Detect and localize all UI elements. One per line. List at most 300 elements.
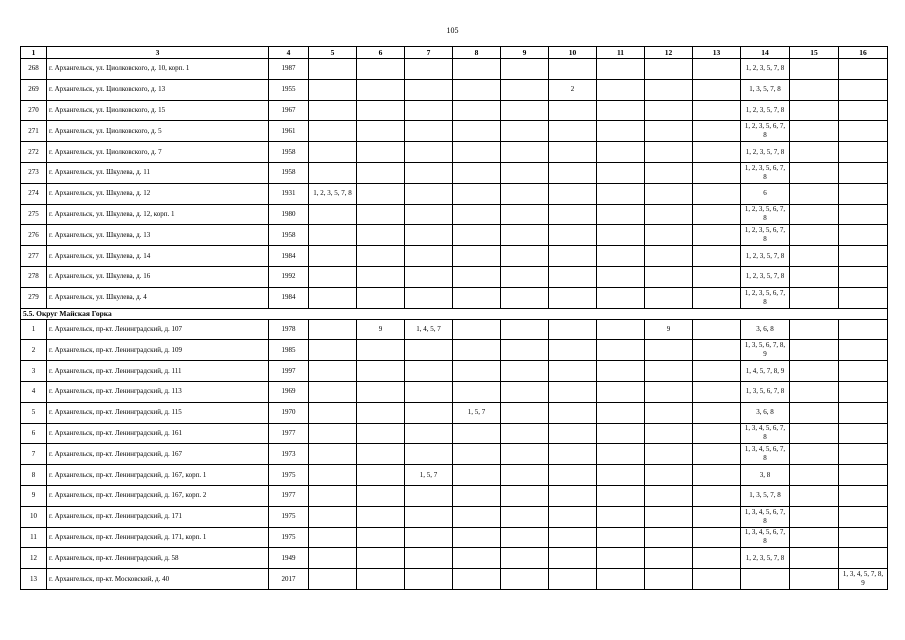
cell-col-12 [645,465,693,486]
cell-col-6 [357,246,405,267]
row-number-cell: 10 [21,506,47,527]
cell-col-16 [839,162,888,183]
row-number-cell: 6 [21,423,47,444]
cell-col-15 [790,162,839,183]
year-cell: 1980 [269,204,309,225]
cell-col-6 [357,381,405,402]
cell-col-14: 1, 2, 3, 5, 6, 7, 8 [741,287,790,308]
cell-col-16 [839,527,888,548]
cell-col-5 [309,204,357,225]
cell-col-16 [839,100,888,121]
cell-col-5 [309,319,357,340]
year-cell: 1958 [269,142,309,163]
row-number-cell: 1 [21,319,47,340]
cell-col-6 [357,142,405,163]
cell-col-13 [693,225,741,246]
cell-col-8 [453,485,501,506]
table-row [21,183,888,204]
cell-col-14: 1, 2, 3, 5, 7, 8 [741,246,790,267]
cell-col-16 [839,183,888,204]
cell-col-15 [790,527,839,548]
cell-col-6 [357,402,405,423]
year-cell: 1992 [269,266,309,287]
cell-col-15 [790,225,839,246]
cell-col-11 [597,485,645,506]
cell-col-5 [309,548,357,569]
cell-col-16 [839,59,888,80]
cell-col-7 [405,225,453,246]
cell-col-8 [453,569,501,590]
year-cell: 1985 [269,340,309,361]
cell-col-16 [839,79,888,100]
table-row [21,121,888,142]
cell-col-10 [549,381,597,402]
table-row [21,465,888,486]
cell-col-16 [839,204,888,225]
address-cell: г. Архангельск, пр-кт. Московский, д. 40 [47,569,269,590]
cell-col-6 [357,225,405,246]
cell-col-13 [693,204,741,225]
cell-col-7 [405,361,453,382]
cell-col-7: 1, 5, 7 [405,465,453,486]
cell-col-10 [549,340,597,361]
cell-col-12 [645,402,693,423]
address-cell: г. Архангельск, пр-кт. Ленинградский, д. 171 [47,506,269,527]
cell-col-14: 1, 3, 4, 5, 6, 7, 8 [741,423,790,444]
cell-col-10 [549,287,597,308]
table-row [21,246,888,267]
cell-col-14: 1, 3, 5, 6, 7, 8, 9 [741,340,790,361]
cell-col-8 [453,79,501,100]
table-row [21,225,888,246]
cell-col-10 [549,246,597,267]
address-cell: г. Архангельск, пр-кт. Ленинградский, д. 58 [47,548,269,569]
cell-col-12 [645,59,693,80]
cell-col-13 [693,527,741,548]
cell-col-11 [597,225,645,246]
cell-col-8 [453,183,501,204]
cell-col-6 [357,465,405,486]
cell-col-16 [839,548,888,569]
cell-col-9 [501,162,549,183]
cell-col-7 [405,79,453,100]
cell-col-5 [309,100,357,121]
cell-col-8 [453,100,501,121]
address-cell: г. Архангельск, ул. Циолковского, д. 13 [47,79,269,100]
cell-col-11 [597,183,645,204]
cell-col-6 [357,59,405,80]
cell-col-16 [839,506,888,527]
cell-col-10 [549,444,597,465]
cell-col-9 [501,402,549,423]
cell-col-14: 1, 3, 4, 5, 6, 7, 8 [741,506,790,527]
cell-col-12 [645,423,693,444]
header-row [21,47,888,59]
cell-col-14: 1, 2, 3, 5, 7, 8 [741,59,790,80]
cell-col-9 [501,569,549,590]
cell-col-7 [405,204,453,225]
column-header: 16 [839,47,888,59]
cell-col-5 [309,506,357,527]
cell-col-13 [693,162,741,183]
address-cell: г. Архангельск, ул. Шкулева, д. 13 [47,225,269,246]
cell-col-14: 3, 6, 8 [741,319,790,340]
cell-col-5 [309,225,357,246]
cell-col-12 [645,100,693,121]
year-cell: 1958 [269,225,309,246]
year-cell: 1987 [269,59,309,80]
cell-col-8 [453,287,501,308]
cell-col-15 [790,340,839,361]
cell-col-15 [790,506,839,527]
cell-col-7 [405,59,453,80]
cell-col-13 [693,444,741,465]
cell-col-7 [405,569,453,590]
year-cell: 1975 [269,527,309,548]
cell-col-14: 1, 2, 3, 5, 6, 7, 8 [741,225,790,246]
cell-col-9 [501,465,549,486]
cell-col-12 [645,527,693,548]
cell-col-11 [597,361,645,382]
address-cell: г. Архангельск, пр-кт. Ленинградский, д. 161 [47,423,269,444]
cell-col-7: 1, 4, 5, 7 [405,319,453,340]
cell-col-5 [309,340,357,361]
year-cell: 1931 [269,183,309,204]
cell-col-6 [357,287,405,308]
cell-col-14: 1, 4, 5, 7, 8, 9 [741,361,790,382]
cell-col-10 [549,204,597,225]
address-cell: г. Архангельск, ул. Циолковского, д. 10, корп. 1 [47,59,269,80]
cell-col-13 [693,100,741,121]
data-table [20,46,888,590]
year-cell: 2017 [269,569,309,590]
cell-col-12 [645,266,693,287]
cell-col-13 [693,569,741,590]
cell-col-6 [357,506,405,527]
row-number-cell: 13 [21,569,47,590]
cell-col-8 [453,340,501,361]
address-cell: г. Архангельск, пр-кт. Ленинградский, д. 171, корп. 1 [47,527,269,548]
cell-col-5 [309,287,357,308]
cell-col-15 [790,569,839,590]
cell-col-12 [645,444,693,465]
cell-col-8 [453,506,501,527]
cell-col-11 [597,79,645,100]
table-row [21,527,888,548]
row-number-cell: 278 [21,266,47,287]
cell-col-10 [549,162,597,183]
page-number: 105 [446,26,459,35]
row-number-cell: 5 [21,402,47,423]
cell-col-7 [405,402,453,423]
cell-col-6 [357,204,405,225]
cell-col-11 [597,402,645,423]
cell-col-7 [405,485,453,506]
cell-col-15 [790,423,839,444]
cell-col-13 [693,402,741,423]
cell-col-10 [549,319,597,340]
cell-col-7 [405,266,453,287]
address-cell: г. Архангельск, ул. Шкулева, д. 12, корп. 1 [47,204,269,225]
column-header: 15 [790,47,839,59]
cell-col-8 [453,59,501,80]
cell-col-11 [597,100,645,121]
cell-col-12 [645,548,693,569]
cell-col-8 [453,361,501,382]
year-cell: 1958 [269,162,309,183]
cell-col-15 [790,319,839,340]
cell-col-9 [501,287,549,308]
cell-col-8 [453,381,501,402]
cell-col-6 [357,548,405,569]
cell-col-11 [597,548,645,569]
cell-col-16 [839,319,888,340]
cell-col-8 [453,225,501,246]
cell-col-5 [309,162,357,183]
cell-col-13 [693,485,741,506]
cell-col-7 [405,423,453,444]
address-cell: г. Архангельск, ул. Шкулева, д. 12 [47,183,269,204]
cell-col-11 [597,465,645,486]
cell-col-13 [693,319,741,340]
address-cell: г. Архангельск, ул. Циолковского, д. 7 [47,142,269,163]
year-cell: 1978 [269,319,309,340]
cell-col-15 [790,444,839,465]
cell-col-12 [645,287,693,308]
cell-col-9 [501,225,549,246]
cell-col-6 [357,527,405,548]
table-row [21,381,888,402]
table-row [21,361,888,382]
cell-col-13 [693,266,741,287]
cell-col-5 [309,423,357,444]
column-header: 4 [269,47,309,59]
table-row [21,423,888,444]
column-header: 13 [693,47,741,59]
cell-col-13 [693,142,741,163]
cell-col-11 [597,506,645,527]
cell-col-5 [309,121,357,142]
table-row [21,162,888,183]
cell-col-12 [645,340,693,361]
table-row [21,485,888,506]
year-cell: 1997 [269,361,309,382]
row-number-cell: 8 [21,465,47,486]
cell-col-9 [501,246,549,267]
cell-col-7 [405,548,453,569]
cell-col-9 [501,100,549,121]
section-body [21,308,888,319]
column-header: 9 [501,47,549,59]
column-header: 14 [741,47,790,59]
column-header: 8 [453,47,501,59]
cell-col-14: 1, 3, 4, 5, 6, 7, 8 [741,527,790,548]
address-cell: г. Архангельск, ул. Циолковского, д. 5 [47,121,269,142]
cell-col-8 [453,527,501,548]
cell-col-15 [790,381,839,402]
column-header: 10 [549,47,597,59]
year-cell: 1975 [269,506,309,527]
cell-col-9 [501,361,549,382]
cell-col-9 [501,79,549,100]
cell-col-14: 6 [741,183,790,204]
cell-col-7 [405,340,453,361]
address-cell: г. Архангельск, пр-кт. Ленинградский, д. 115 [47,402,269,423]
cell-col-13 [693,59,741,80]
cell-col-16 [839,246,888,267]
cell-col-8 [453,319,501,340]
address-cell: г. Архангельск, пр-кт. Ленинградский, д. 113 [47,381,269,402]
cell-col-13 [693,506,741,527]
cell-col-15 [790,402,839,423]
cell-col-14: 1, 2, 3, 5, 7, 8 [741,142,790,163]
cell-col-6 [357,485,405,506]
cell-col-12: 9 [645,319,693,340]
row-number-cell: 11 [21,527,47,548]
table-row [21,444,888,465]
table-body-before [21,59,888,309]
table-row [21,59,888,80]
cell-col-10 [549,506,597,527]
table-row [21,79,888,100]
cell-col-14: 1, 3, 5, 6, 7, 8 [741,381,790,402]
cell-col-13 [693,381,741,402]
cell-col-9 [501,142,549,163]
cell-col-15 [790,485,839,506]
cell-col-8: 1, 5, 7 [453,402,501,423]
column-header: 12 [645,47,693,59]
cell-col-15 [790,79,839,100]
cell-col-7 [405,527,453,548]
cell-col-5 [309,381,357,402]
cell-col-11 [597,444,645,465]
cell-col-6: 9 [357,319,405,340]
section-row [21,308,888,319]
cell-col-12 [645,381,693,402]
cell-col-5 [309,266,357,287]
cell-col-6 [357,569,405,590]
cell-col-12 [645,183,693,204]
cell-col-14: 1, 2, 3, 5, 6, 7, 8 [741,162,790,183]
address-cell: г. Архангельск, ул. Шкулева, д. 4 [47,287,269,308]
cell-col-5 [309,361,357,382]
cell-col-14: 3, 8 [741,465,790,486]
cell-col-16 [839,287,888,308]
cell-col-8 [453,246,501,267]
cell-col-16 [839,465,888,486]
cell-col-8 [453,204,501,225]
row-number-cell: 3 [21,361,47,382]
cell-col-5 [309,59,357,80]
cell-col-7 [405,381,453,402]
cell-col-10 [549,361,597,382]
cell-col-16 [839,402,888,423]
cell-col-6 [357,162,405,183]
cell-col-5: 1, 2, 3, 5, 7, 8 [309,183,357,204]
cell-col-12 [645,142,693,163]
cell-col-12 [645,79,693,100]
cell-col-7 [405,506,453,527]
cell-col-5 [309,465,357,486]
row-number-cell: 268 [21,59,47,80]
cell-col-9 [501,444,549,465]
cell-col-6 [357,79,405,100]
cell-col-10 [549,225,597,246]
cell-col-9 [501,340,549,361]
cell-col-13 [693,287,741,308]
cell-col-16 [839,485,888,506]
cell-col-16 [839,340,888,361]
cell-col-7 [405,287,453,308]
address-cell: г. Архангельск, пр-кт. Ленинградский, д. 167, корп. 1 [47,465,269,486]
cell-col-11 [597,59,645,80]
cell-col-12 [645,569,693,590]
cell-col-12 [645,361,693,382]
address-cell: г. Архангельск, ул. Шкулева, д. 14 [47,246,269,267]
row-number-cell: 272 [21,142,47,163]
cell-col-5 [309,142,357,163]
cell-col-11 [597,246,645,267]
cell-col-14: 1, 2, 3, 5, 7, 8 [741,100,790,121]
table-body-after [21,319,888,589]
cell-col-6 [357,444,405,465]
cell-col-9 [501,506,549,527]
cell-col-12 [645,121,693,142]
cell-col-9 [501,183,549,204]
table-row [21,142,888,163]
cell-col-10 [549,423,597,444]
year-cell: 1955 [269,79,309,100]
cell-col-15 [790,183,839,204]
cell-col-15 [790,548,839,569]
cell-col-15 [790,361,839,382]
row-number-cell: 270 [21,100,47,121]
row-number-cell: 274 [21,183,47,204]
cell-col-11 [597,142,645,163]
row-number-cell: 273 [21,162,47,183]
cell-col-8 [453,423,501,444]
table-row [21,402,888,423]
row-number-cell: 275 [21,204,47,225]
cell-col-5 [309,246,357,267]
cell-col-5 [309,485,357,506]
cell-col-7 [405,162,453,183]
cell-col-15 [790,121,839,142]
column-header: 11 [597,47,645,59]
cell-col-13 [693,79,741,100]
row-number-cell: 12 [21,548,47,569]
cell-col-13 [693,183,741,204]
cell-col-6 [357,121,405,142]
cell-col-7 [405,121,453,142]
cell-col-11 [597,162,645,183]
cell-col-16 [839,266,888,287]
cell-col-12 [645,506,693,527]
cell-col-16 [839,225,888,246]
cell-col-6 [357,100,405,121]
column-header: 3 [47,47,269,59]
cell-col-11 [597,287,645,308]
column-header: 5 [309,47,357,59]
cell-col-11 [597,204,645,225]
cell-col-10 [549,527,597,548]
cell-col-8 [453,444,501,465]
year-cell: 1961 [269,121,309,142]
cell-col-9 [501,319,549,340]
cell-col-7 [405,183,453,204]
cell-col-8 [453,548,501,569]
cell-col-14: 1, 3, 5, 7, 8 [741,485,790,506]
